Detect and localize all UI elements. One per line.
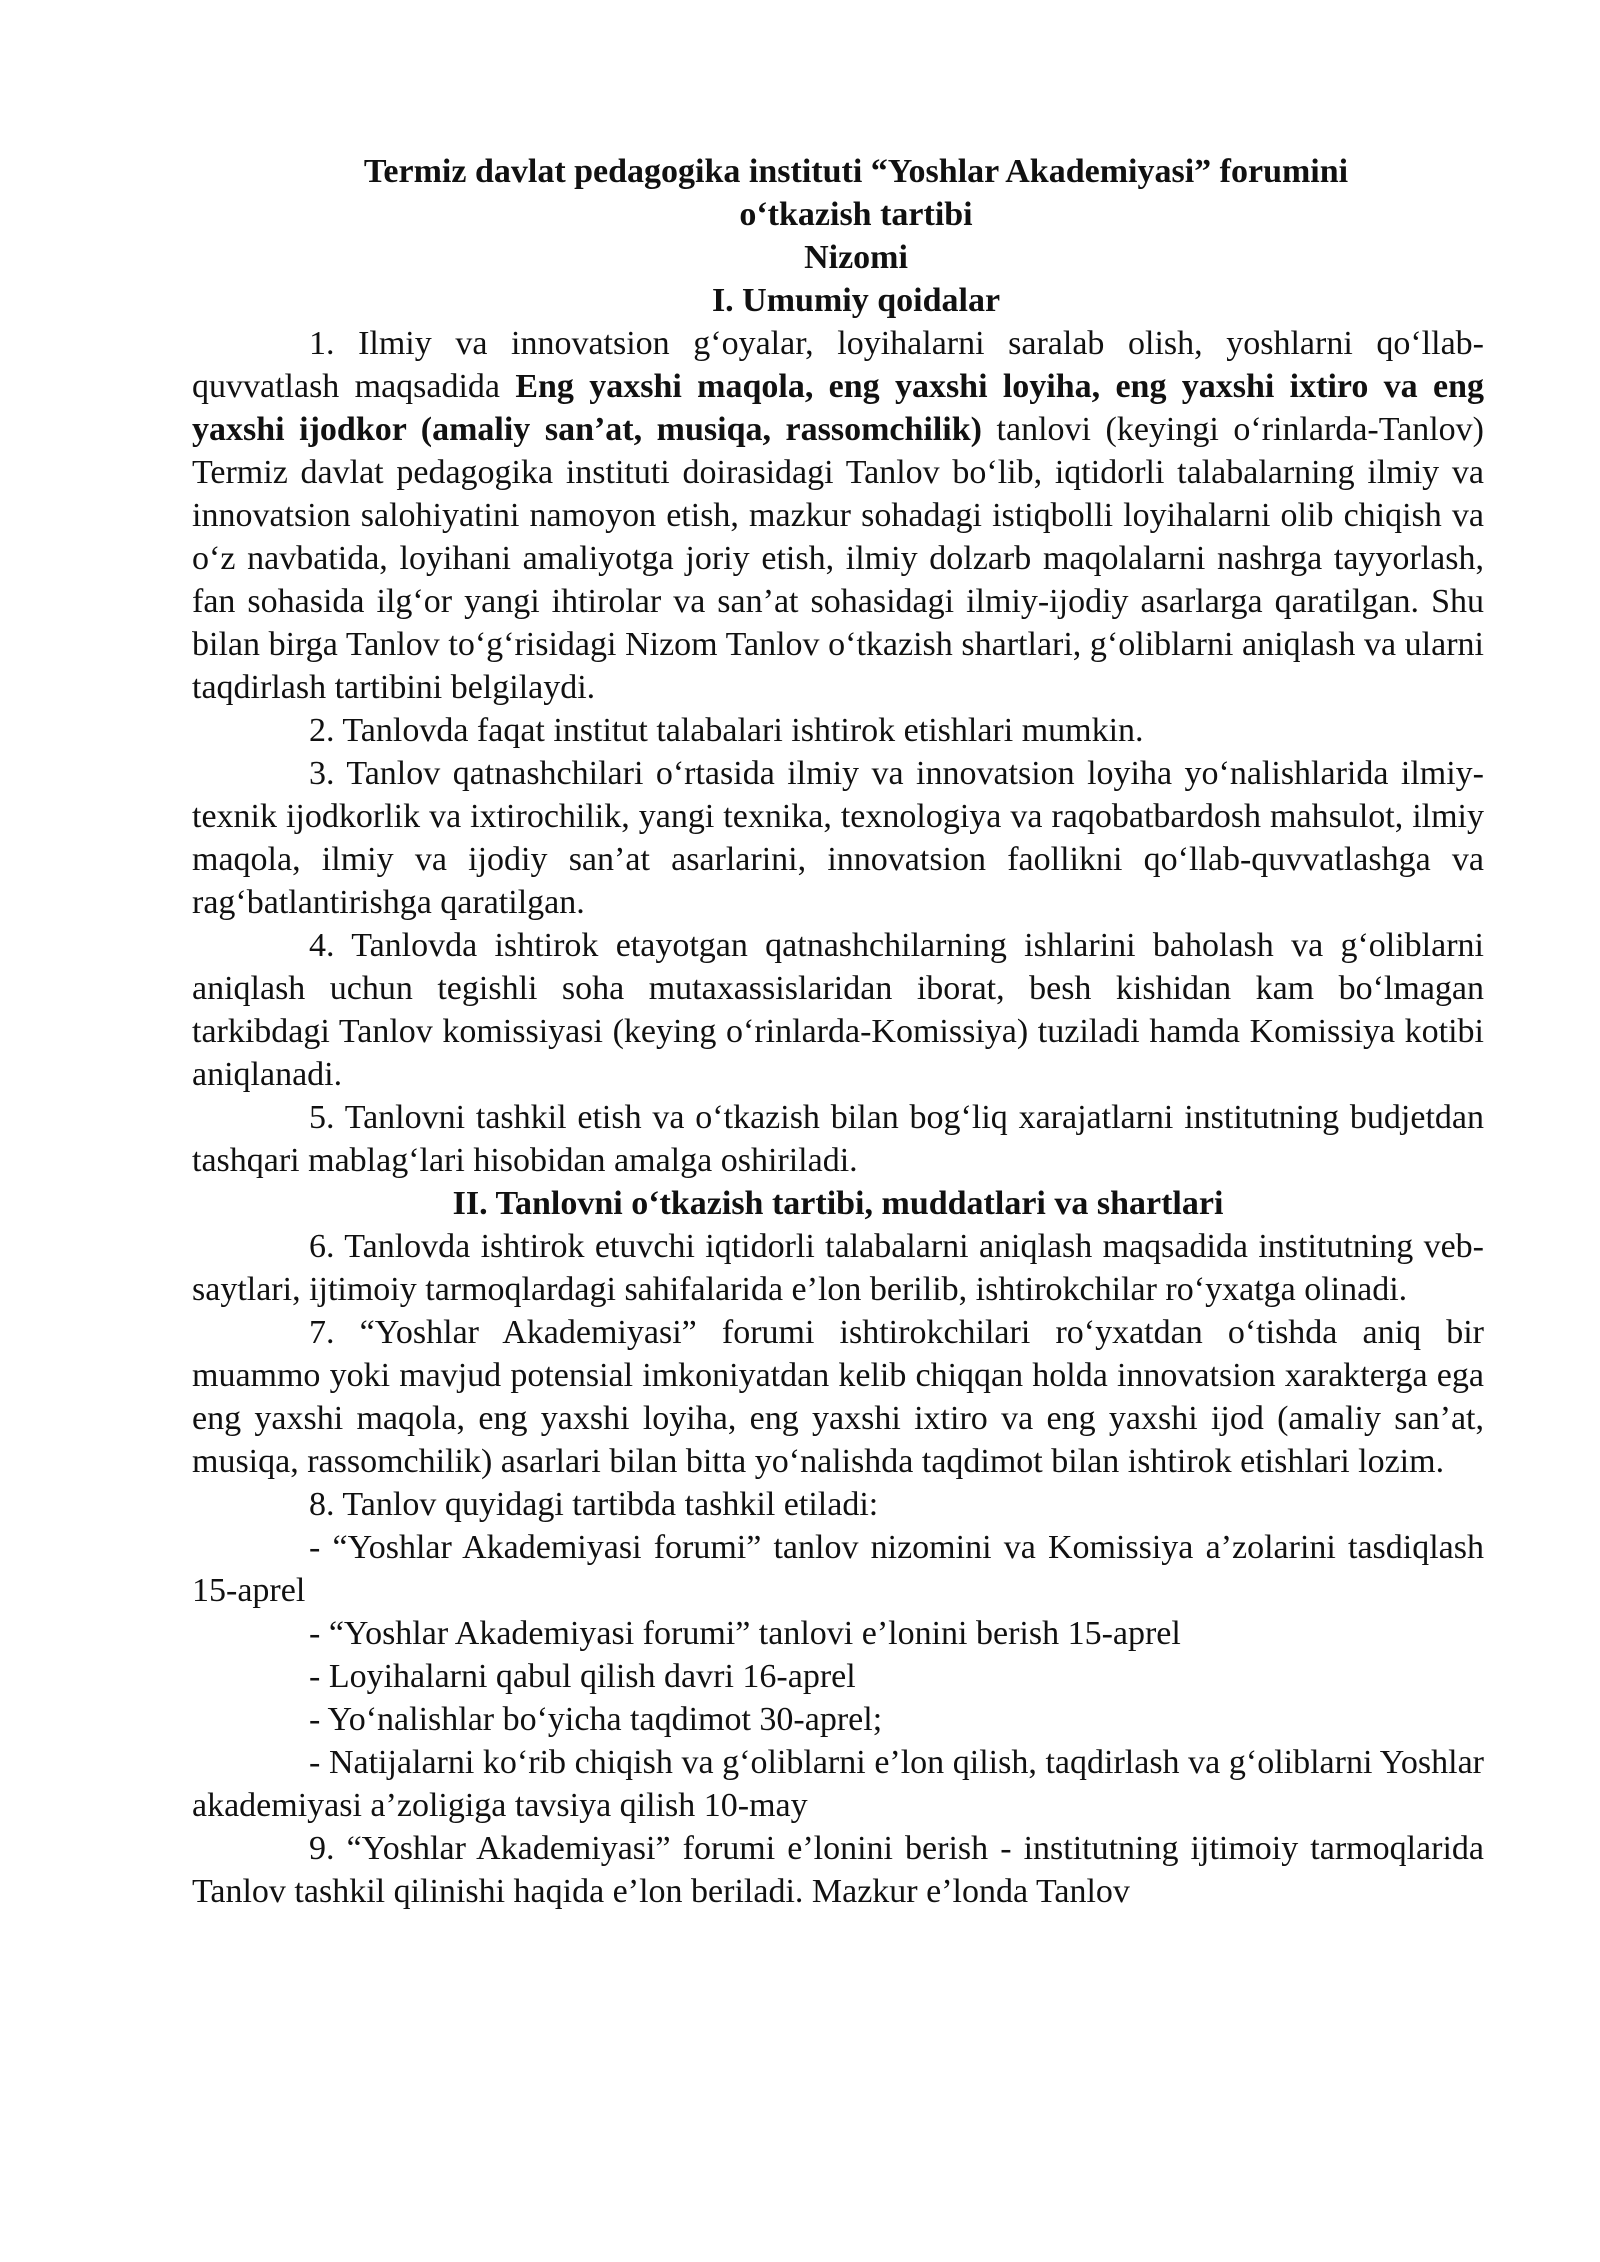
paragraph-8: 8. Tanlov quyidagi tartibda tashkil etiladi: — [309, 1486, 879, 1523]
document-title-line-2: o‘tkazish tartibi — [739, 196, 973, 233]
list-item: - “Yoshlar Akademiyasi forumi” tanlov nizomini va Komissiya a’zolarini tasdiqlash 15-aprel — [192, 1529, 1484, 1609]
document-title-line-1: Termiz davlat pedagogika instituti “Yoshlar Akademiyasi” forumini — [363, 153, 1349, 190]
paragraph-6: 6. Tanlovda ishtirok etuvchi iqtidorli talabalarni aniqlash maqsadida institutning veb-saytlari, ijtimoiy tarmoqlardagi sahifalarida e’lon berilib, ishtirokchilar ro‘yxatga olinadi. — [192, 1228, 1484, 1308]
list-item: - Natijalarni ko‘rib chiqish va g‘oliblarni e’lon qilish, taqdirlash va g‘oliblarni Yoshlar akademiyasi a’zoligiga tavsiya qilish 10-may — [192, 1744, 1484, 1824]
paragraph-1-bold-text: Eng yaxshi maqola, eng yaxshi loyiha, eng yaxshi ixtiro va eng yaxshi ijodkor (amaliy san’at, musiqa, rassomchilik) — [192, 368, 1485, 448]
section-1-heading: I. Umumiy qoidalar — [711, 282, 1001, 319]
list-item: - Loyihalarni qabul qilish davri 16-aprel — [309, 1658, 856, 1695]
paragraph-9: 9. “Yoshlar Akademiyasi” forumi e’lonini berish - institutning ijtimoiy tarmoqlarida Tanlov tashkil qilinishi haqida e’lon beriladi. Mazkur e’londa Tanlov — [192, 1830, 1484, 1910]
paragraph-4: 4. Tanlovda ishtirok etayotgan qatnashchilarning ishlarini baholash va g‘oliblarni aniqlash uchun tegishli soha mutaxassislaridan iborat, besh kishidan kam bo‘lmagan tarkibdagi Tanlov komissiyasi (keying o‘rinlarda-Komissiya) tuziladi hamda Komissiya kotibi aniqlanadi. — [192, 927, 1484, 1093]
paragraph-1-text-a: 1. Ilmiy va innovatsion g‘oyalar, loyihalarni saralab olish, yoshlarni qo‘llab-quvvatlash maqsadida — [192, 325, 1484, 405]
paragraph-7: 7. “Yoshlar Akademiyasi” forumi ishtirokchilari ro‘yxatdan o‘tishda aniq bir muammo yoki mavjud potensial imkoniyatdan kelib chiqqan holda innovatsion xarakterga ega eng yaxshi maqola, eng yaxshi loyiha, eng yaxshi ixtiro va eng yaxshi ijod (amaliy san’at, musiqa, rassomchilik) asarlari bilan bitta yo‘nalishda taqdimot bilan ishtirok etishlari lozim. — [192, 1314, 1484, 1480]
paragraph-1 — [192, 322, 1484, 709]
paragraph-5: 5. Tanlovni tashkil etish va o‘tkazish bilan bog‘liq xarajatlarni institutning budjetdan tashqari mablag‘lari hisobidan amalga oshiriladi. — [192, 1099, 1484, 1179]
document-subtitle: Nizomi — [804, 239, 908, 276]
list-item: - “Yoshlar Akademiyasi forumi” tanlovi e’lonini berish 15-aprel — [309, 1615, 1181, 1652]
section-2-heading: II. Tanlovni o‘tkazish tartibi, muddatlari va shartlari — [452, 1185, 1224, 1222]
paragraph-1-text-b: tanlovi (keyingi o‘rinlarda-Tanlov) Termiz davlat pedagogika instituti doirasidagi Tanlov bo‘lib, iqtidorli talabalarning ilmiy va innovatsion salohiyatini namoyon etish, mazkur sohadagi istiqbolli loyihalarni olib chiqish va o‘z navbatida, loyihani amaliyotga joriy etish, ilmiy dolzarb maqolalarni nashrga tayyorlash, fan sohasida ilg‘or yangi ihtirolar va san’at sohasidagi ilmiy-ijodiy asarlarga qaratilgan. Shu bilan birga Tanlov to‘g‘risidagi Nizom Tanlov o‘tkazish shartlari, g‘oliblarni aniqlash va ularni taqdirlash tartibini belgilaydi. — [192, 411, 1484, 706]
document-page — [192, 150, 1484, 1913]
list-item: - Yo‘nalishlar bo‘yicha taqdimot 30-aprel; — [309, 1701, 883, 1738]
paragraph-2: 2. Tanlovda faqat institut talabalari ishtirok etishlari mumkin. — [309, 712, 1144, 749]
paragraph-3: 3. Tanlov qatnashchilari o‘rtasida ilmiy va innovatsion loyiha yo‘nalishlarida ilmiy-texnik ijodkorlik va ixtirochilik, yangi texnika, texnologiya va raqobatbardosh mahsulot, ilmiy maqola, ilmiy va ijodiy san’at asarlarini, innovatsion faollikni qo‘llab-quvvatlashga va rag‘batlantirishga qaratilgan. — [192, 755, 1484, 921]
